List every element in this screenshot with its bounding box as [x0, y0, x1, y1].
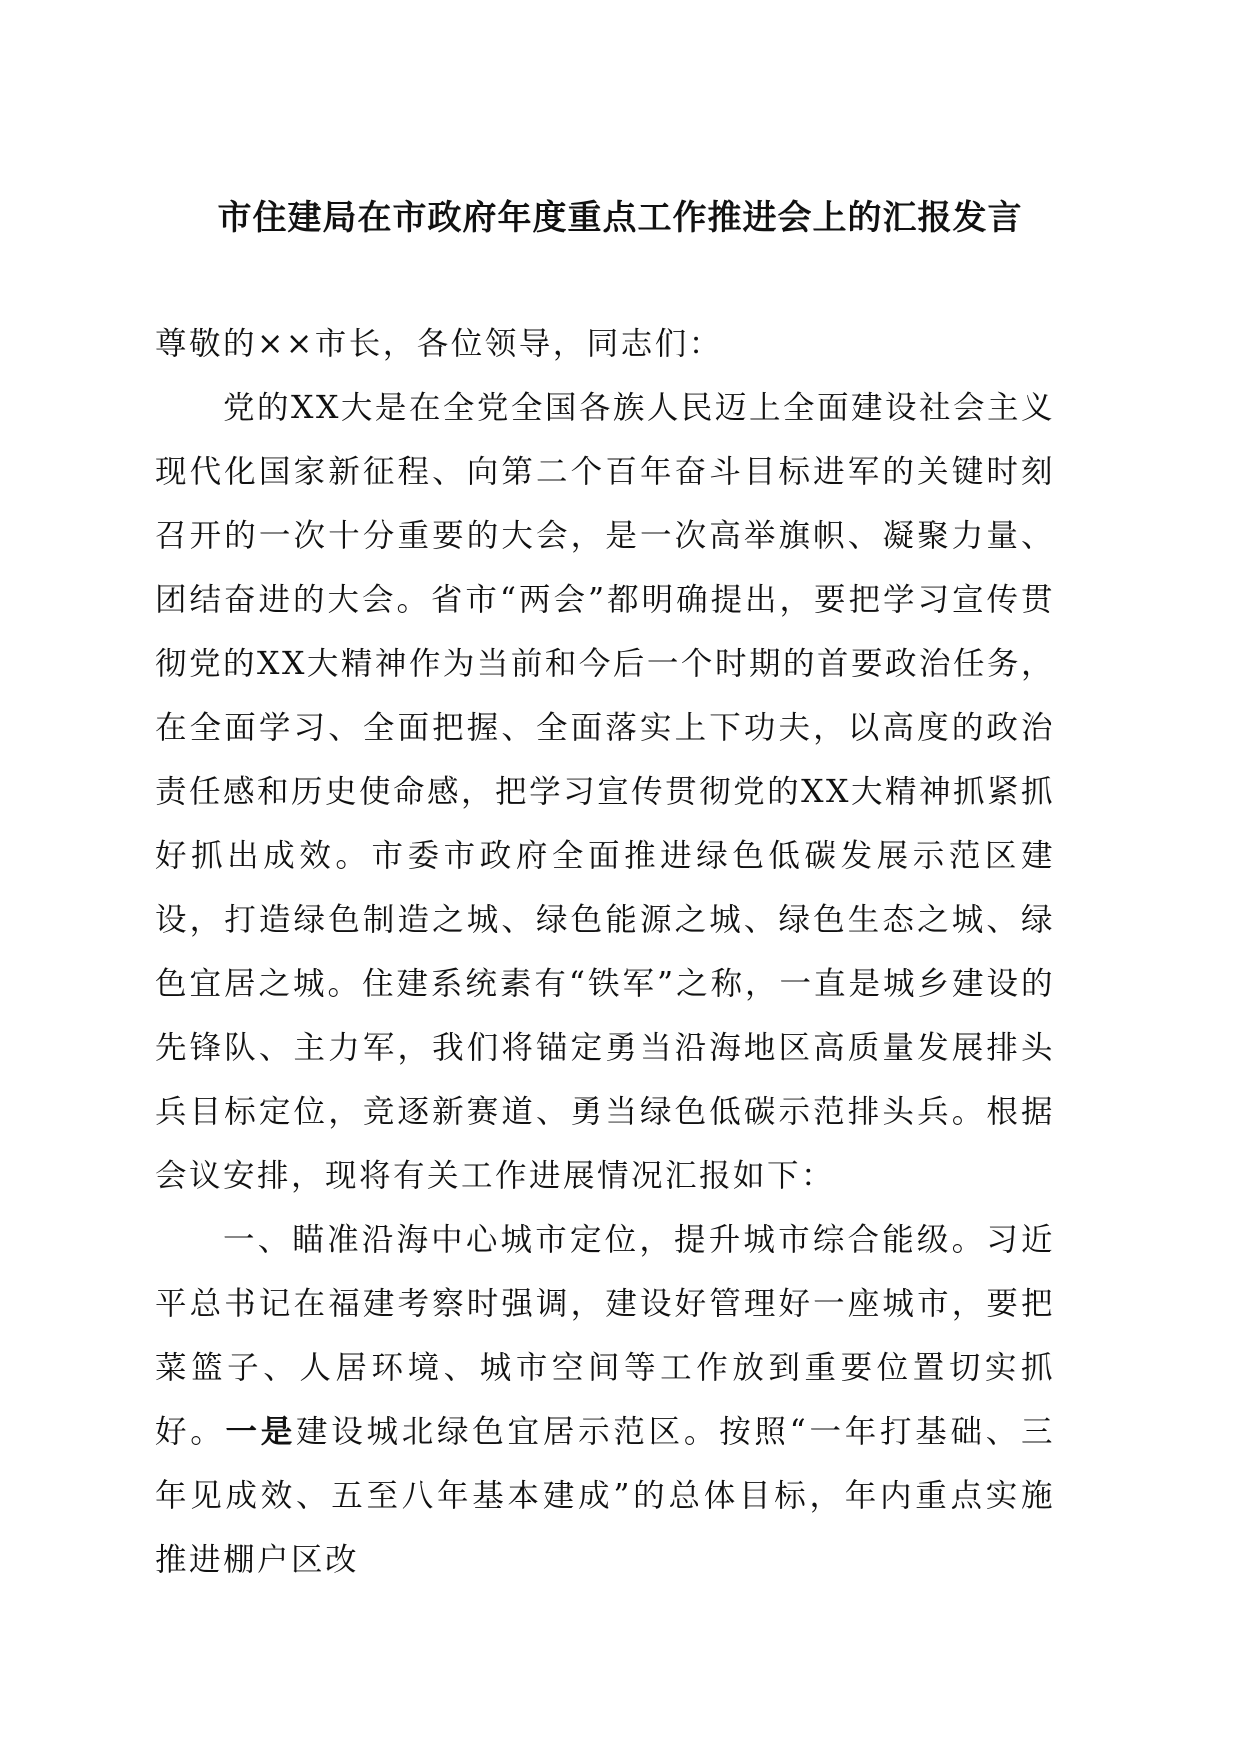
document-body — [155, 312, 1055, 1592]
paragraph-section-one — [155, 1208, 1055, 1592]
salutation: 尊敬的××市长，各位领导，同志们： — [155, 326, 723, 362]
paragraph-intro: 党的XX大是在全党全国各族人民迈上全面建设社会主义现代化国家新征程、向第二个百年奋斗目标进军的关键时刻召开的一次十分重要的大会，是一次高举旗帜、凝聚力量、团结奋进的大会。省市“两会”都明确提出，要把学习宣传贯彻党的XX大精神作为当前和今后一个时期的首要政治任务，在全面学习、全面把握、全面落实上下功夫，以高度的政治责任感和历史使命感，把学习宣传贯彻党的XX大精神抓紧抓好抓出成效。市委市政府全面推进绿色低碳发展示范区建设，打造绿色制造之城、绿色能源之城、绿色生态之城、绿色宜居之城。住建系统素有“铁军”之称，一直是城乡建设的先锋队、主力军，我们将锚定勇当沿海地区高质量发展排头兵目标定位，竞逐新赛道、勇当绿色低碳示范排头兵。根据会议安排，现将有关工作进展情况汇报如下： — [155, 390, 1055, 1194]
bold-item-marker: 一是 — [225, 1414, 297, 1450]
paragraph-section-one-text: 一、瞄准沿海中心城市定位，提升城市综合能级。习近平总书记在福建考察时强调，建设好管理好一座城市，要把菜篮子、人居环境、城市空间等工作放到重要位置切实抓好。 — [155, 1222, 1055, 1450]
paragraph-section-one-continued: 建设城北绿色宜居示范区。按照“一年打基础、三年见成效、五至八年基本建成”的总体目标，年内重点实施推进棚户区改 — [155, 1414, 1055, 1578]
document-title: 市住建局在市政府年度重点工作推进会上的汇报发言 — [217, 198, 1023, 238]
